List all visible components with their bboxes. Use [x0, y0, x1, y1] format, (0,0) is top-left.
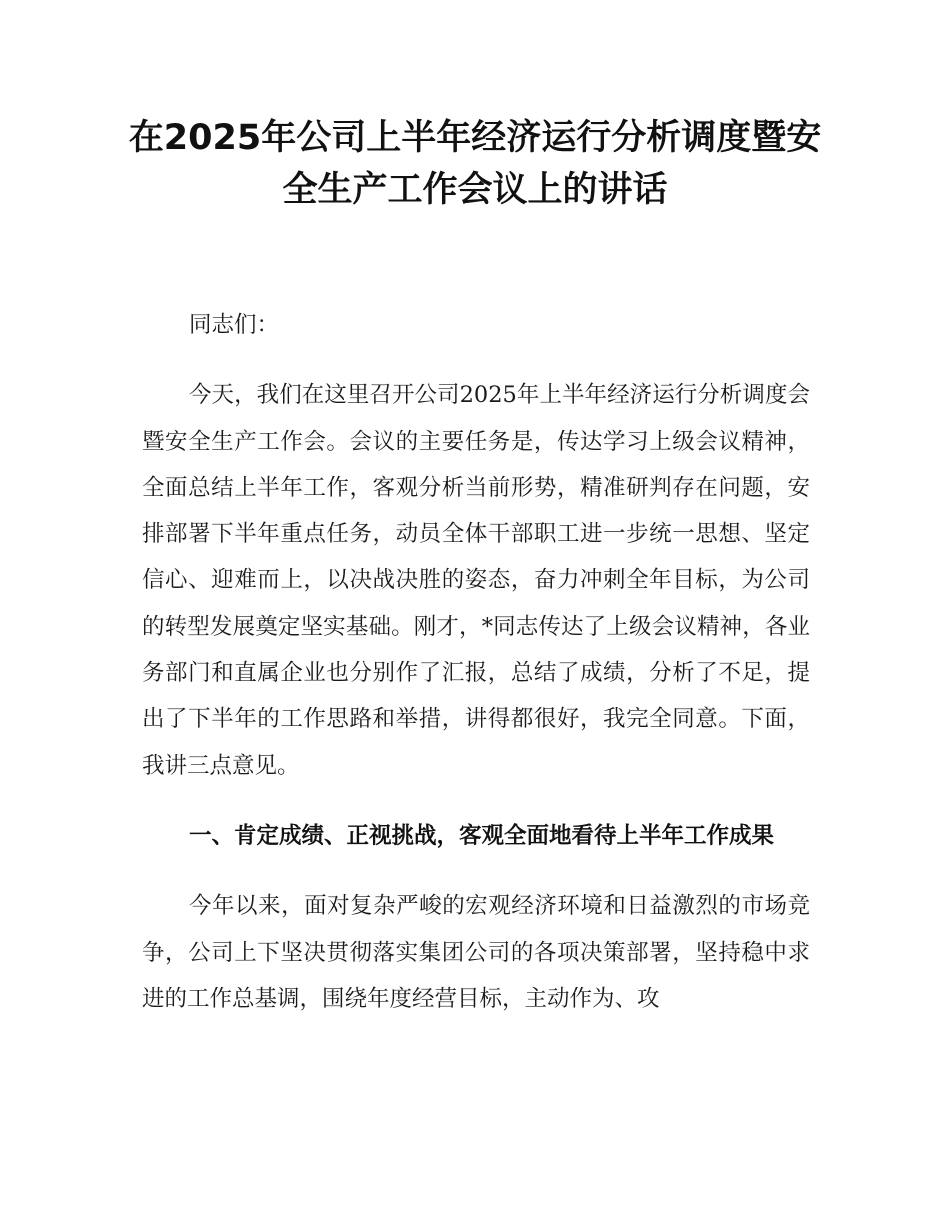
salutation: 同志们： [189, 312, 280, 338]
section-heading-1: 一、肯定成绩、正视挑战，客观全面地看待上半年工作成果 [189, 822, 775, 849]
intro-paragraph: 今天，我们在这里召开公司2025年上半年经济运行分析调度会暨安全生产工作会。会议的主要任务是，传达学习上级会议精神，全面总结上半年工作，客观分析当前形势，精准研判存在问题，安排部署下半年重点任务，动员全体干部职工进一步统一思想、坚定信心、迎难而上，以决战决胜的姿态，奋力冲刺全年目标，为公司的转型发展奠定坚实基础。刚才，*同志传达了上级会议精神，各业务部门和直属企业也分别作了汇报，总结了成绩，分析了不足，提出了下半年的工作思路和举措，讲得都很好，我完全同意。下面，我讲三点意见。 [142, 382, 810, 779]
document-body [142, 302, 810, 1022]
section-1-paragraph: 今年以来，面对复杂严峻的宏观经济环境和日益激烈的市场竞争，公司上下坚决贯彻落实集团公司的各项决策部署，坚持稳中求进的工作总基调，围绕年度经营目标，主动作为、攻 [142, 893, 810, 1012]
document-title: 在2025年公司上半年经济运行分析调度暨安全生产工作会议上的讲话 [128, 118, 822, 210]
